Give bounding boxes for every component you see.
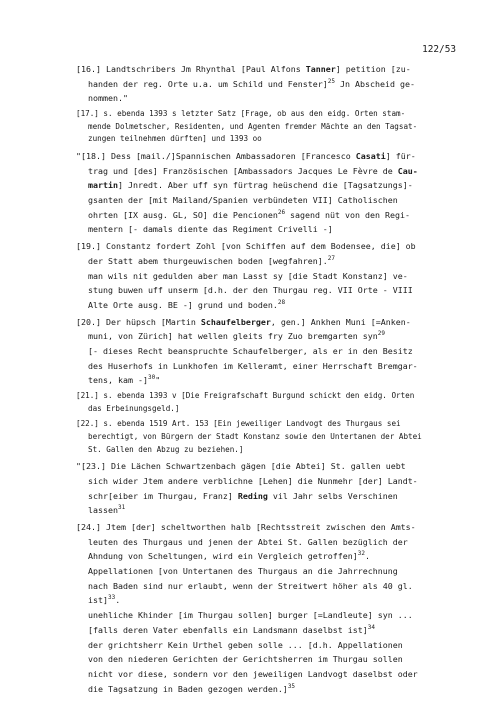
text-line — [76, 489, 458, 504]
text-line — [76, 444, 458, 457]
footnote-ref: 30 — [147, 374, 156, 382]
document-body — [76, 62, 458, 698]
footnote-ref: 29 — [377, 330, 385, 338]
text-line — [76, 269, 458, 284]
footnote-ref: 31 — [117, 504, 126, 512]
text-segment: der Statt abem thurgeuwischen boden [wegfahren]. — [88, 255, 328, 266]
document-entry — [76, 459, 458, 518]
text-segment: ] petition [zu- — [335, 64, 411, 74]
text-segment: "[23.] Die Lächen Schwartzenbach gägen [die Abtei] St. gallen uebt — [76, 461, 406, 472]
text-line — [76, 283, 458, 298]
page-number: 122/53 — [422, 44, 456, 55]
text-segment: sagend nüt von den Regi- — [285, 209, 410, 220]
text-segment: vil Jahr selbs Verschinen — [267, 490, 398, 501]
text-segment: " — [155, 375, 161, 386]
text-line — [76, 535, 458, 550]
text-line — [76, 520, 458, 535]
document-entry — [76, 239, 458, 313]
text-segment: schr[eiber im Thurgau, Franz] — [88, 490, 238, 501]
footnote-ref: 32 — [357, 550, 365, 558]
text-segment: Ahndung von Scheltungen, wird ein Vergleich getroffen] — [88, 551, 358, 562]
text-segment: ohrten [IX ausg. GL, SO] die Pencionen — [88, 209, 278, 220]
text-line — [76, 164, 458, 179]
text-segment: lassen — [88, 505, 118, 516]
text-line — [76, 178, 458, 193]
text-segment: das Erbeinungsgeld.] — [88, 403, 180, 413]
text-line — [76, 652, 458, 667]
text-line — [76, 222, 458, 237]
text-segment: [24.] Jtem [der] scheltworthen halb [Rechtsstreit zwischen den Amts- — [76, 521, 416, 532]
text-segment: der grichtsherr Kein Urthel geben solle ... [d.h. Appellationen — [88, 639, 403, 650]
text-line — [76, 77, 458, 92]
text-segment: nommen." — [88, 93, 128, 104]
text-segment: sich wider Jtem andere verblichne [Lehen] die Nunmehr [der] Landt- — [88, 475, 418, 486]
text-line — [76, 390, 458, 403]
text-line — [76, 344, 458, 359]
text-line — [76, 549, 458, 564]
text-segment: berechtigt, von Bürgern der Stadt Konstanz sowie den Untertanen der Abtei — [88, 431, 422, 441]
text-line — [76, 315, 458, 330]
footnote-ref: 33 — [107, 594, 116, 602]
text-segment: [falls deren Vater ebenfalls ein Landsmann daselbst ist] — [88, 624, 368, 635]
text-segment: man wils nit gedulden aber man Lasst sy [die Stadt Konstanz] ve- — [88, 270, 408, 281]
text-segment: handen der reg. Orte u.a. um Schild und Fenster] — [88, 78, 328, 89]
text-segment: nach Baden sind nur erlaubt, wenn der Streitwert höher als 40 gl. — [88, 580, 413, 591]
footnote-ref: 25 — [327, 77, 336, 85]
text-segment: Jn Abscheid ge- — [335, 78, 415, 89]
text-line — [76, 91, 458, 106]
text-segment: [20.] Der hüpsch [Martin — [76, 316, 201, 327]
footnote-ref: 27 — [327, 255, 336, 263]
text-segment: . — [115, 595, 121, 606]
text-segment: [17.] s. ebenda 1393 s letzter Satz [Frage, ob aus den eidg. Orten stam- — [76, 109, 406, 119]
text-segment: tens, kam -] — [88, 375, 148, 386]
text-segment: stung buwen uff unserm [d.h. der den Thurgau reg. VII Orte - VIII — [88, 285, 413, 296]
text-line — [76, 418, 458, 431]
document-entry — [76, 62, 458, 106]
text-line — [76, 298, 458, 313]
footnote-ref: 28 — [277, 299, 286, 307]
text-segment: unehliche Khinder [im Thurgau sollen] burger [=Landleute] syn ... — [88, 610, 413, 621]
text-segment: mentern [- damals diente das Regiment Crivelli -] — [88, 224, 333, 235]
text-line — [76, 62, 458, 77]
text-line — [76, 133, 458, 146]
text-segment: gsanten der [mit Mailand/Spanien verbündeten VII] Catholischen — [88, 195, 398, 205]
text-segment: St. Gallen den Abzug zu beziehen.] — [88, 444, 244, 454]
text-segment: nicht vor diese, sondern vor den jeweiligen Landvogt daselbst oder — [88, 668, 418, 679]
document-entry — [76, 418, 458, 456]
text-line — [76, 359, 458, 374]
text-line — [76, 403, 458, 416]
text-segment: [22.] s. ebenda 1519 Art. 153 [Ein jeweiliger Landvogt des Thurgaus sei — [76, 419, 401, 429]
document-entry — [76, 315, 458, 389]
text-segment: [- dieses Recht beanspruchte Schaufelberger, als er in den Besitz — [88, 346, 413, 357]
text-segment: ] für- — [385, 150, 416, 161]
bold-name: Cau- — [397, 165, 418, 176]
text-line — [76, 329, 458, 344]
bold-name: Tanner — [305, 64, 336, 74]
text-segment: die Tagsatzung in Baden gezogen werden.] — [88, 683, 288, 694]
footnote-ref: 26 — [277, 208, 286, 216]
text-line — [76, 608, 458, 623]
text-line — [76, 503, 458, 518]
text-line — [76, 431, 458, 444]
text-segment: muni, von Zürich] hat wellen gleits fry Zuo bremgarten syn — [88, 331, 378, 342]
text-line — [76, 564, 458, 579]
document-entry — [76, 390, 458, 415]
footnote-ref: 34 — [367, 624, 375, 632]
text-line — [76, 108, 458, 121]
text-segment: leuten des Thurgaus und jenen der Abtei St. Gallen bezüglich der — [88, 536, 408, 547]
text-line — [76, 667, 458, 682]
footnote-ref: 35 — [287, 682, 296, 690]
text-segment: [21.] s. ebenda 1393 v [Die Freigrafschaft Burgund schickt den eidg. Orten — [76, 391, 415, 401]
text-line — [76, 149, 458, 164]
bold-name: Casati — [355, 150, 386, 161]
text-line — [76, 579, 458, 594]
text-line — [76, 474, 458, 489]
text-segment: trag und [des] Französischen [Ambassadors Jacques Le Fèvre de — [88, 165, 398, 176]
text-line — [76, 459, 458, 474]
document-entry — [76, 108, 458, 146]
text-line — [76, 208, 458, 223]
text-line — [76, 593, 458, 608]
text-segment: [16.] Landtschribers Jm Rhynthal [Paul Alfons — [76, 64, 306, 74]
text-line — [76, 193, 458, 208]
text-segment: Appellationen [von Untertanen des Thurgaus an die Jahrrechnung — [88, 566, 398, 577]
text-segment: des Huserhofs in Lunkhofen im Kelleramt, einer Herrschaft Bremgar- — [88, 360, 418, 371]
text-line — [76, 121, 458, 134]
text-segment: ] Jnredt. Aber uff syn fürtrag heüschend die [Tagsatzungs]- — [117, 180, 413, 191]
document-entry — [76, 520, 458, 696]
bold-name: martin — [88, 180, 118, 191]
text-segment: ist] — [88, 595, 108, 606]
text-segment: "[18.] Dess [mail./]Spannischen Ambassadoren [Francesco — [76, 150, 356, 161]
text-segment: mende Dolmetscher, Residenten, und Agenten fremder Mächte an den Tagsat- — [88, 121, 418, 131]
text-segment: zungen teilnehmen dürften] und 1393 oo — [88, 134, 262, 144]
text-segment: [19.] Constantz fordert Zohl [von Schiffen auf dem Bodensee, die] ob — [76, 241, 416, 252]
text-segment: , gen.] Ankhen Muni [=Anken- — [270, 316, 411, 327]
text-line — [76, 373, 458, 388]
text-segment: von den niederen Gerichten der Gerichtsherren im Thurgau sollen — [88, 654, 403, 665]
text-line — [76, 239, 458, 254]
text-line — [76, 682, 458, 697]
text-segment: Alte Orte ausg. BE -] grund und boden. — [88, 299, 278, 310]
bold-name: Schaufelberger — [200, 316, 271, 327]
document-entry — [76, 149, 458, 237]
text-line — [76, 623, 458, 638]
text-line — [76, 638, 458, 653]
text-segment: . — [364, 551, 370, 562]
text-line — [76, 254, 458, 269]
bold-name: Reding — [237, 490, 268, 501]
